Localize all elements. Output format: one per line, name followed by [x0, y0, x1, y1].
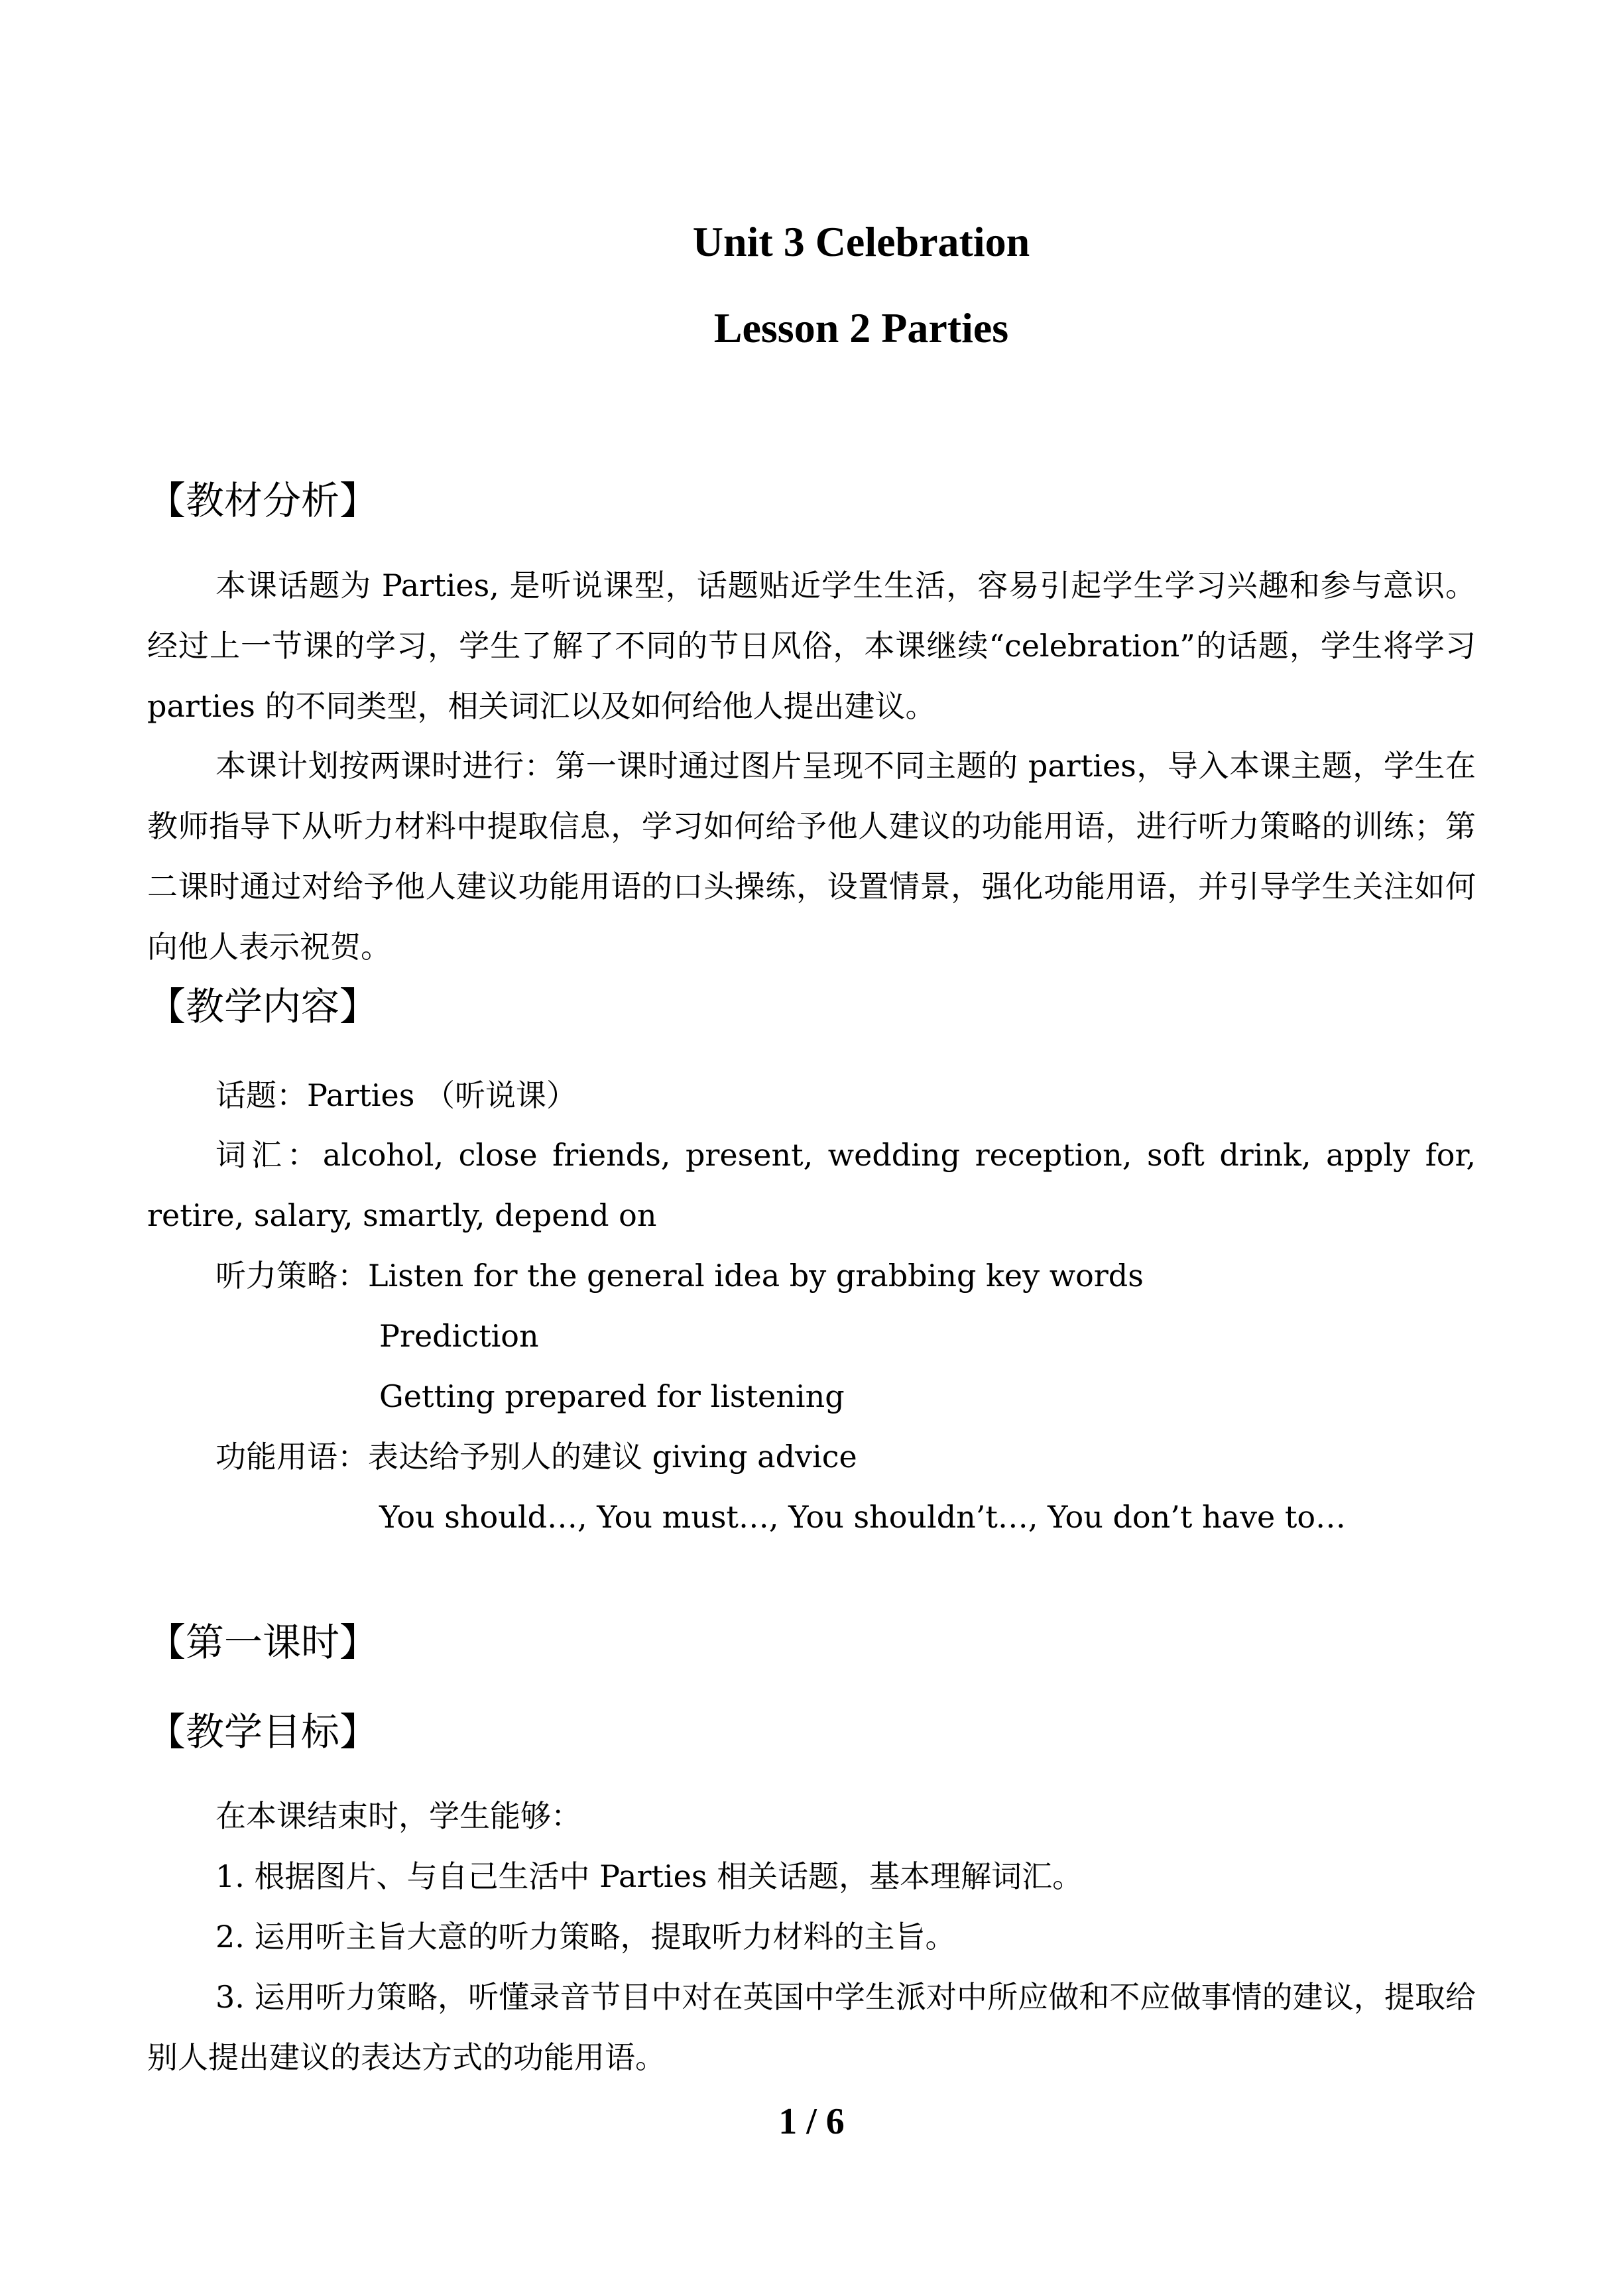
section-heading-content: 【教学内容】 [147, 984, 379, 1029]
section-heading-goals: 【教学目标】 [147, 1709, 379, 1754]
content-vocabulary: 词汇：alcohol, close friends, present, wedding reception, soft drink, apply for, retire, salary, smartly, depend on [147, 1137, 1476, 1233]
analysis-paragraph-1: 本课话题为 Parties, 是听说课型，话题贴近学生生活，容易引起学生学习兴趣和参与意识。经过上一节课的学习，学生了解了不同的节日风俗，本课继续“celebration”的话题，学生将学习 parties 的不同类型，相关词汇以及如何给他人提出建议。 [147, 568, 1476, 724]
content-listening-strategy: 听力策略：Listen for the general idea by grabbing key words [215, 1258, 1144, 1294]
goals-intro: 在本课结束时，学生能够： [215, 1798, 581, 1834]
document-subtitle: Lesson 2 Parties [713, 304, 1009, 351]
content-strategy-preparation: Getting prepared for listening [379, 1378, 845, 1414]
analysis-paragraph-2: 本课计划按两课时进行：第一课时通过图片呈现不同主题的 parties，导入本课主题，学生在教师指导下从听力材料中提取信息，学习如何给予他人建议的功能用语，进行听力策略的训练；第二课时通过对给予他人建议功能用语的口头操练，设置情景，强化功能用语，并引导学生关注如何向他人表示祝贺。 [147, 748, 1476, 965]
page-number: 1 / 6 [778, 2101, 845, 2142]
goal-item-3: 3. 运用听力策略，听懂录音节目中对在英国中学生派对中所应做和不应做事情的建议，提取给别人提出建议的表达方式的功能用语。 [147, 1979, 1476, 2075]
content-function-language: 功能用语：表达给予别人的建议 giving advice [215, 1439, 857, 1475]
section-heading-analysis: 【教材分析】 [147, 478, 379, 523]
content-topic: 话题：Parties （听说课） [215, 1077, 577, 1113]
goal-item-1: 1. 根据图片、与自己生活中 Parties 相关话题，基本理解词汇。 [215, 1858, 1083, 1894]
section-heading-lesson-1: 【第一课时】 [147, 1620, 379, 1665]
goal-item-2: 2. 运用听主旨大意的听力策略，提取听力材料的主旨。 [215, 1919, 956, 1955]
document-title: Unit 3 Celebration [692, 218, 1030, 265]
content-strategy-prediction: Prediction [379, 1318, 539, 1354]
content-function-examples: You should…, You must…, You shouldn’t…, You don’t have to… [379, 1499, 1347, 1535]
